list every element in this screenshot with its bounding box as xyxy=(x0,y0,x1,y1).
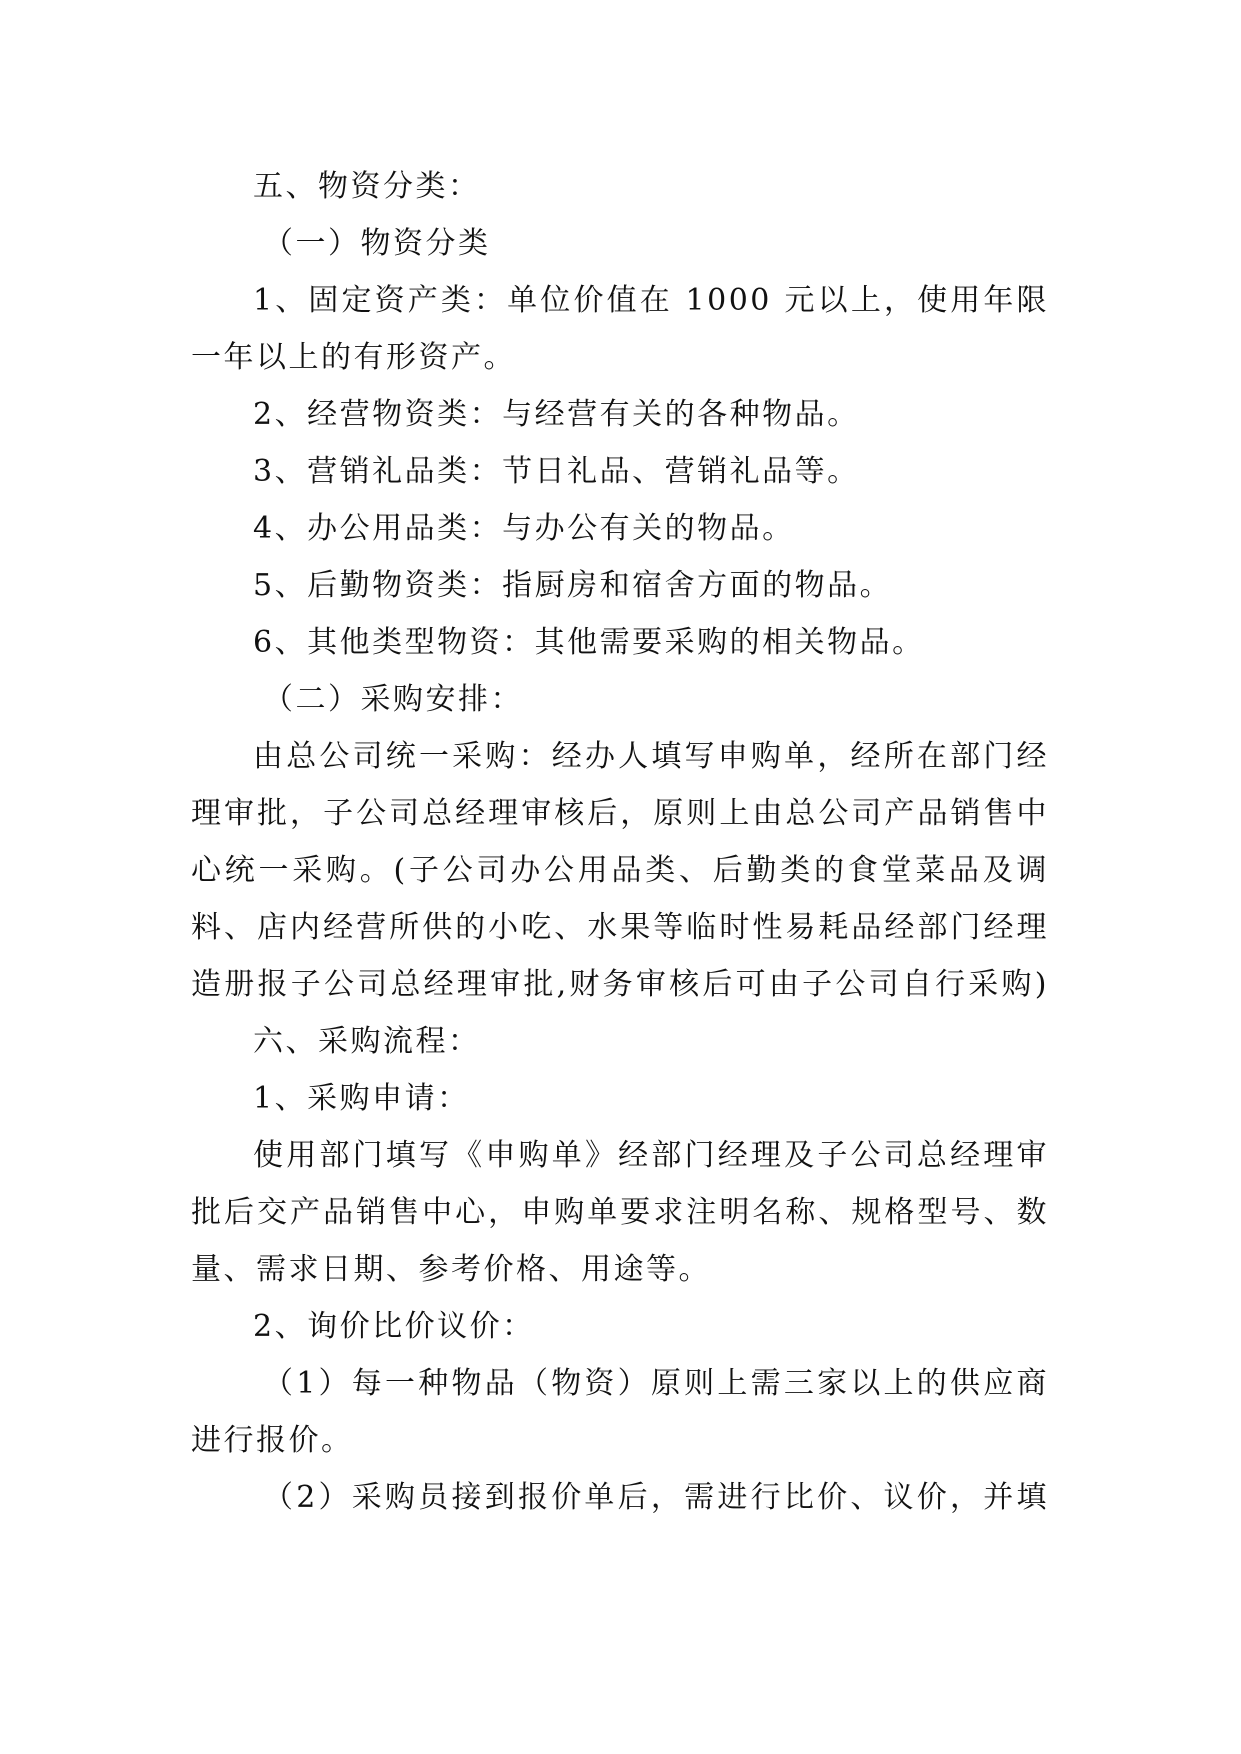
list-item: 3、营销礼品类：节日礼品、营销礼品等。 xyxy=(253,454,860,489)
paragraph-line: 进行报价。 xyxy=(191,1423,354,1458)
paragraph-line: （1）每一种物品（物资）原则上需三家以上的供应商 xyxy=(263,1366,1049,1401)
paragraph-line: 心统一采购。(子公司办公用品类、后勤类的食堂菜品及调 xyxy=(191,853,1049,888)
list-item: 5、后勤物资类：指厨房和宿舍方面的物品。 xyxy=(253,568,893,603)
paragraph-line: 由总公司统一采购：经办人填写申购单，经所在部门经 xyxy=(253,739,1049,774)
paragraph-line: 料、店内经营所供的小吃、水果等临时性易耗品经部门经理 xyxy=(191,910,1049,945)
paragraph-line: 1、固定资产类：单位价值在 1000 元以上，使用年限 xyxy=(253,283,1049,318)
subsection-heading-procurement-arrangement: （二）采购安排： xyxy=(263,682,523,717)
subheading-procurement-request: 1、采购申请： xyxy=(253,1081,470,1116)
paragraph-line: 使用部门填写《申购单》经部门经理及子公司总经理审 xyxy=(253,1138,1049,1173)
list-item: 6、其他类型物资：其他需要采购的相关物品。 xyxy=(253,625,925,660)
paragraph-line: 量、需求日期、参考价格、用途等。 xyxy=(191,1252,711,1287)
paragraph-line: 一年以上的有形资产。 xyxy=(191,340,516,375)
paragraph-line: 批后交产品销售中心，申购单要求注明名称、规格型号、数 xyxy=(191,1195,1049,1230)
paragraph-line: 造册报子公司总经理审批,财务审核后可由子公司自行采购) xyxy=(191,967,1049,1002)
paragraph-line: 理审批，子公司总经理审核后，原则上由总公司产品销售中 xyxy=(191,796,1049,831)
section-heading-procurement-process: 六、采购流程： xyxy=(253,1024,481,1059)
subheading-price-inquiry: 2、询价比价议价： xyxy=(253,1309,535,1344)
paragraph-line: （2）采购员接到报价单后，需进行比价、议价，并填 xyxy=(263,1480,1049,1515)
list-item: 4、办公用品类：与办公有关的物品。 xyxy=(253,511,795,546)
list-item: 2、经营物资类：与经营有关的各种物品。 xyxy=(253,397,860,432)
document-body xyxy=(191,158,1049,1526)
subsection-heading-material-categories: （一）物资分类 xyxy=(263,226,491,261)
section-heading-material-classification: 五、物资分类： xyxy=(253,169,481,204)
